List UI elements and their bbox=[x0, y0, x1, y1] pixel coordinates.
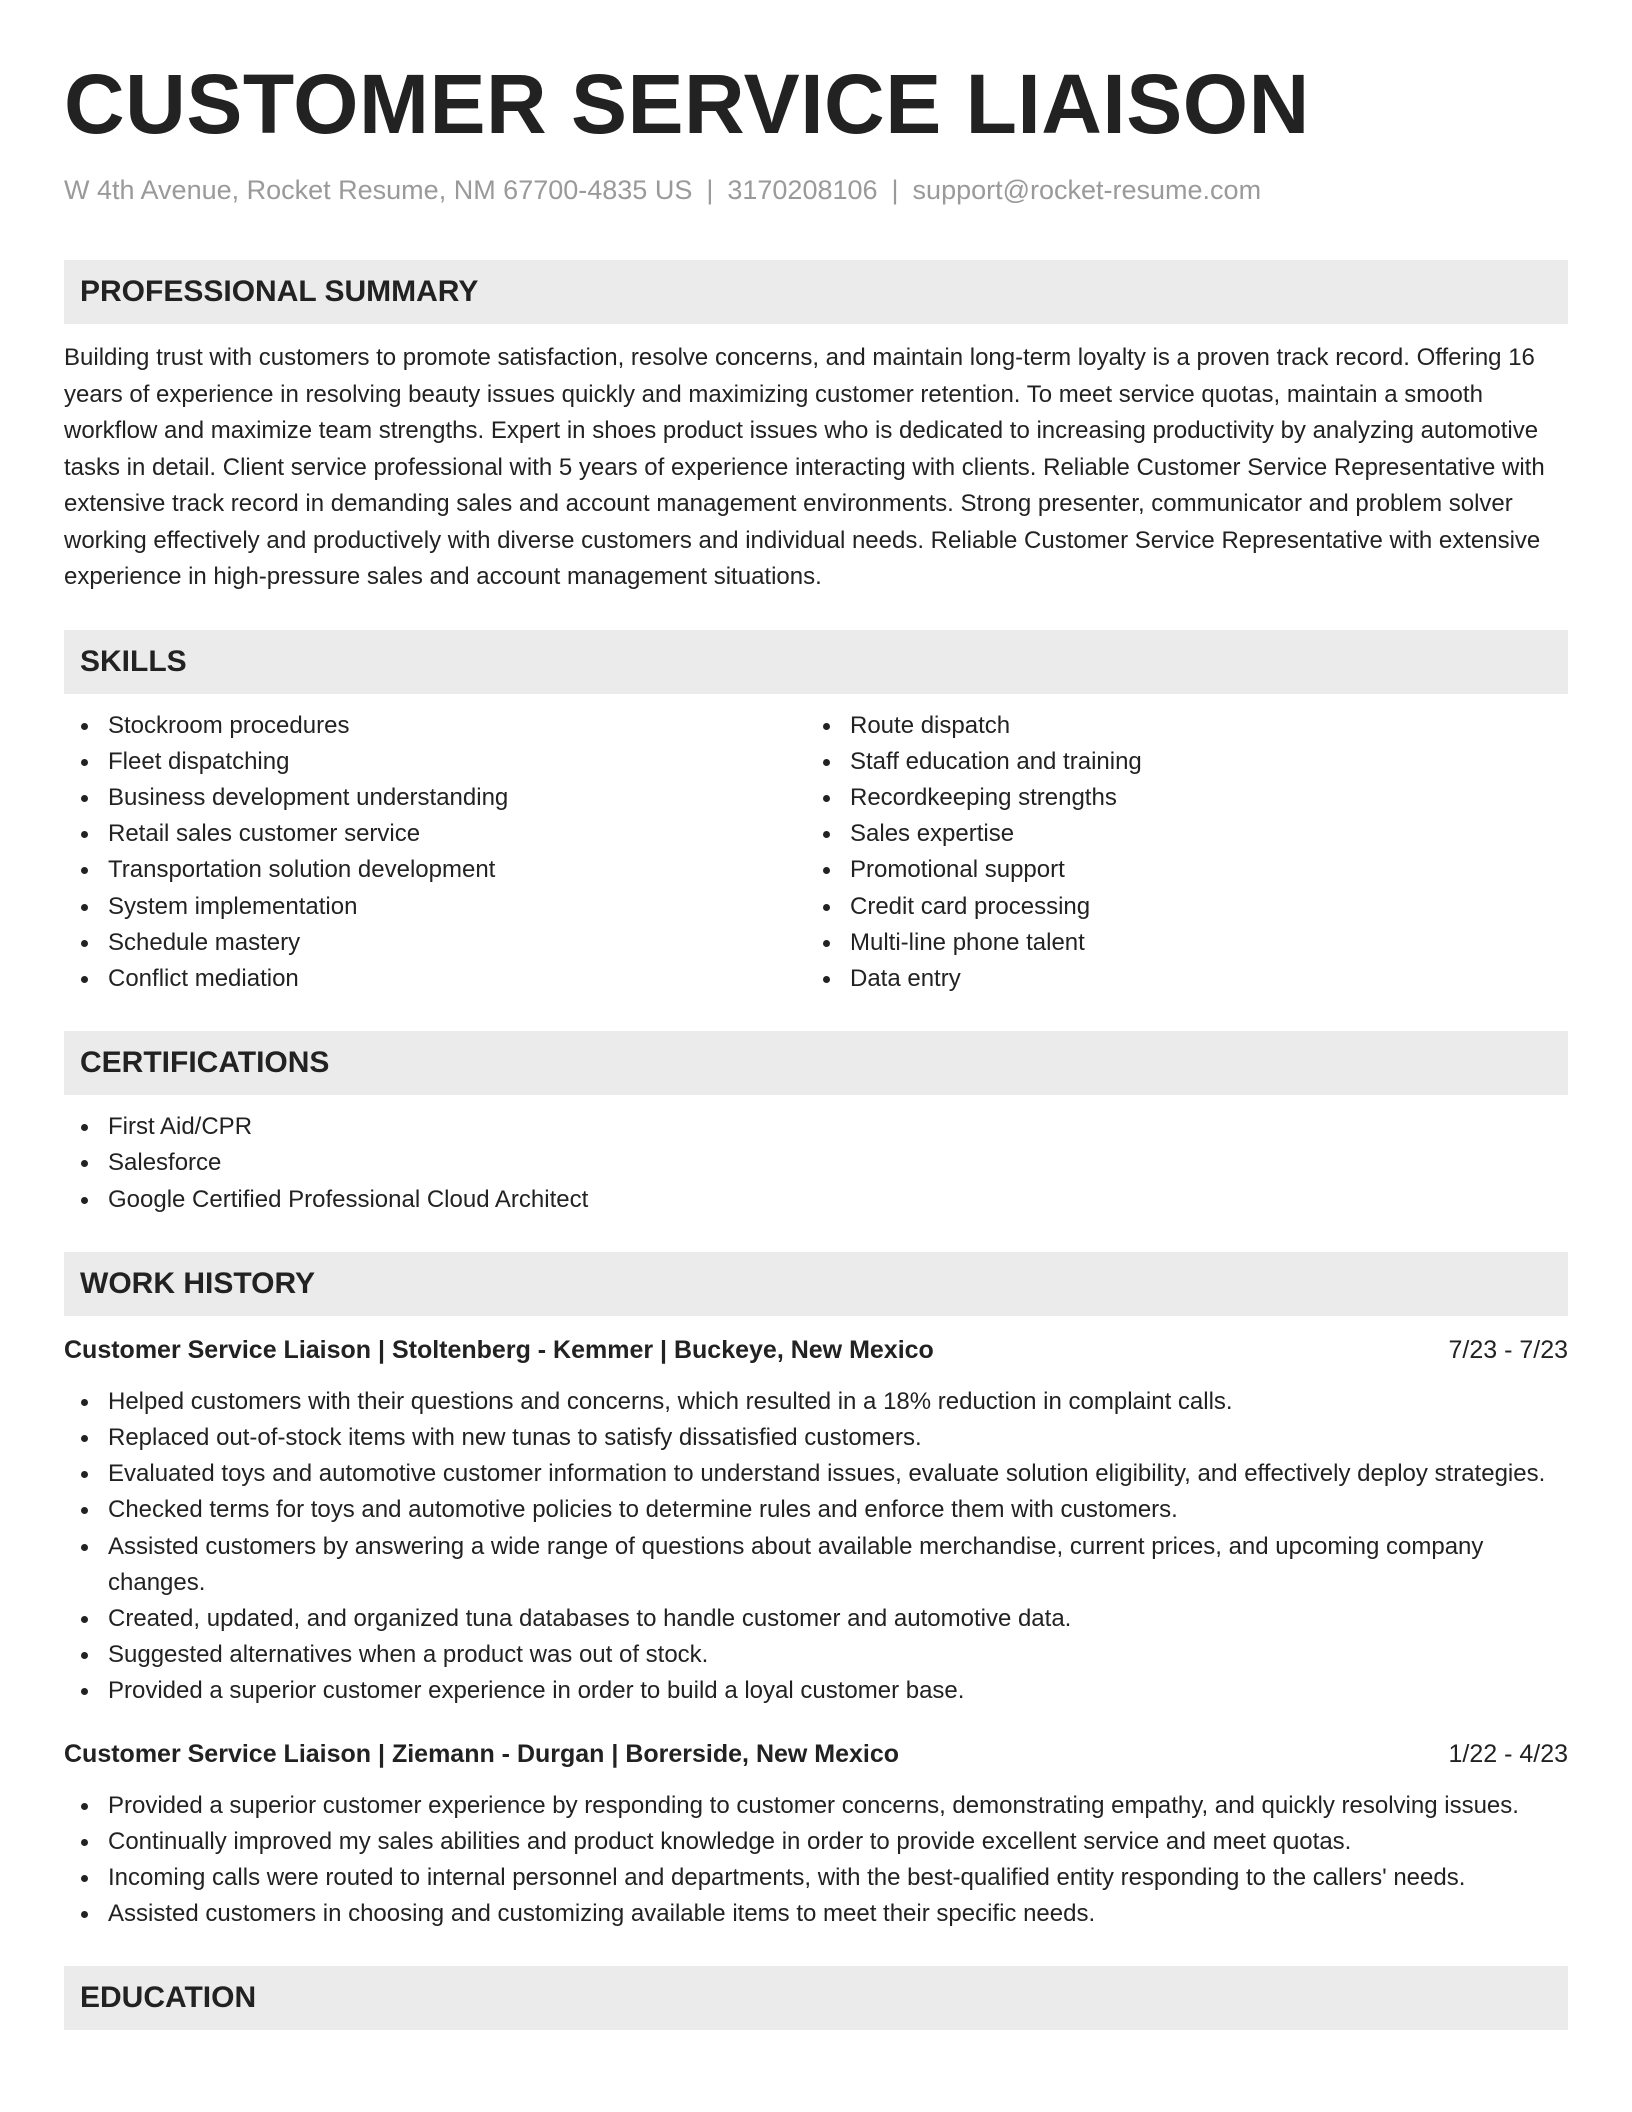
job-header bbox=[64, 1736, 1568, 1772]
candidate-name: CUSTOMER SERVICE LIAISON bbox=[64, 57, 1310, 151]
list-item: Helped customers with their questions and concerns, which resulted in a 18% reduction in complaint calls. bbox=[64, 1384, 1568, 1420]
certifications-list bbox=[64, 1109, 1568, 1218]
section-heading-certifications: CERTIFICATIONS bbox=[64, 1031, 1568, 1095]
list-item: Continually improved my sales abilities and product knowledge in order to provide excellent service and meet quotas. bbox=[64, 1824, 1568, 1860]
section-heading-skills: SKILLS bbox=[64, 630, 1568, 694]
list-item: Fleet dispatching bbox=[64, 744, 806, 780]
contact-phone: 3170208106 bbox=[727, 175, 878, 205]
list-item: Route dispatch bbox=[806, 708, 1548, 744]
list-item: Google Certified Professional Cloud Architect bbox=[64, 1182, 1568, 1218]
list-item: Recordkeeping strengths bbox=[806, 780, 1548, 816]
list-item: Provided a superior customer experience in order to build a loyal customer base. bbox=[64, 1673, 1568, 1709]
list-item: Transportation solution development bbox=[64, 852, 806, 888]
list-item: Data entry bbox=[806, 961, 1548, 997]
list-item: First Aid/CPR bbox=[64, 1109, 1568, 1145]
contact-email: support@rocket-resume.com bbox=[912, 175, 1262, 205]
skills-column-right bbox=[806, 708, 1548, 998]
list-item: System implementation bbox=[64, 889, 806, 925]
job-title: Customer Service Liaison | Stoltenberg - Kemmer | Buckeye, New Mexico bbox=[64, 1335, 934, 1364]
job-dates: 7/23 - 7/23 bbox=[1448, 1335, 1568, 1364]
list-item: Conflict mediation bbox=[64, 961, 806, 997]
list-item: Sales expertise bbox=[806, 816, 1548, 852]
contact-line bbox=[64, 172, 1568, 208]
skills-grid bbox=[64, 708, 1568, 998]
list-item: Multi-line phone talent bbox=[806, 925, 1548, 961]
list-item: Suggested alternatives when a product was out of stock. bbox=[64, 1637, 1568, 1673]
list-item: Salesforce bbox=[64, 1145, 1568, 1181]
job-title: Customer Service Liaison | Ziemann - Durgan | Borerside, New Mexico bbox=[64, 1739, 900, 1768]
contact-separator: | bbox=[706, 175, 714, 205]
section-heading-education: EDUCATION bbox=[64, 1966, 1568, 2030]
list-item: Incoming calls were routed to internal personnel and departments, with the best-qualified entity responding to the callers' needs. bbox=[64, 1860, 1568, 1896]
job-entry bbox=[64, 1332, 1568, 1710]
list-item: Schedule mastery bbox=[64, 925, 806, 961]
job-bullets bbox=[64, 1788, 1568, 1933]
job-dates: 1/22 - 4/23 bbox=[1448, 1739, 1568, 1768]
contact-separator: | bbox=[891, 175, 899, 205]
skills-column-left bbox=[64, 708, 806, 998]
list-item: Assisted customers by answering a wide range of questions about available merchandise, current prices, and upcoming company changes. bbox=[64, 1529, 1568, 1601]
job-entry bbox=[64, 1736, 1568, 1933]
list-item: Stockroom procedures bbox=[64, 708, 806, 744]
section-heading-summary: PROFESSIONAL SUMMARY bbox=[64, 260, 1568, 324]
list-item: Business development understanding bbox=[64, 780, 806, 816]
list-item: Replaced out-of-stock items with new tunas to satisfy dissatisfied customers. bbox=[64, 1420, 1568, 1456]
job-bullets bbox=[64, 1384, 1568, 1710]
summary-text: Building trust with customers to promote satisfaction, resolve concerns, and maintain long-term loyalty is a proven track record. Offering 16 years of experience in resolving beauty issues quickly and maximizing customer retention. To meet service quotas, maintain a smooth workflow and maximize team strengths. Expert in shoes product issues who is dedicated to increasing productivity by analyzing automotive tasks in detail. Client service professional with 5 years of experience interacting with clients. Reliable Customer Service Representative with extensive track record in demanding sales and account management environments. Strong presenter, communicator and problem solver working effectively and productively with diverse customers and individual needs. Reliable Customer Service Representative with extensive experience in high-pressure sales and account management situations. bbox=[64, 344, 1545, 590]
list-item: Promotional support bbox=[806, 852, 1548, 888]
job-header bbox=[64, 1332, 1568, 1368]
list-item: Provided a superior customer experience by responding to customer concerns, demonstrating empathy, and quickly resolving issues. bbox=[64, 1788, 1568, 1824]
list-item: Retail sales customer service bbox=[64, 816, 806, 852]
list-item: Evaluated toys and automotive customer information to understand issues, evaluate solution eligibility, and effectively deploy strategies. bbox=[64, 1456, 1568, 1492]
list-item: Checked terms for toys and automotive policies to determine rules and enforce them with customers. bbox=[64, 1492, 1568, 1528]
list-item: Staff education and training bbox=[806, 744, 1548, 780]
list-item: Credit card processing bbox=[806, 889, 1548, 925]
section-heading-work-history: WORK HISTORY bbox=[64, 1252, 1568, 1316]
list-item: Assisted customers in choosing and customizing available items to meet their specific needs. bbox=[64, 1896, 1568, 1932]
contact-address: W 4th Avenue, Rocket Resume, NM 67700-4835 US bbox=[64, 175, 693, 205]
list-item: Created, updated, and organized tuna databases to handle customer and automotive data. bbox=[64, 1601, 1568, 1637]
